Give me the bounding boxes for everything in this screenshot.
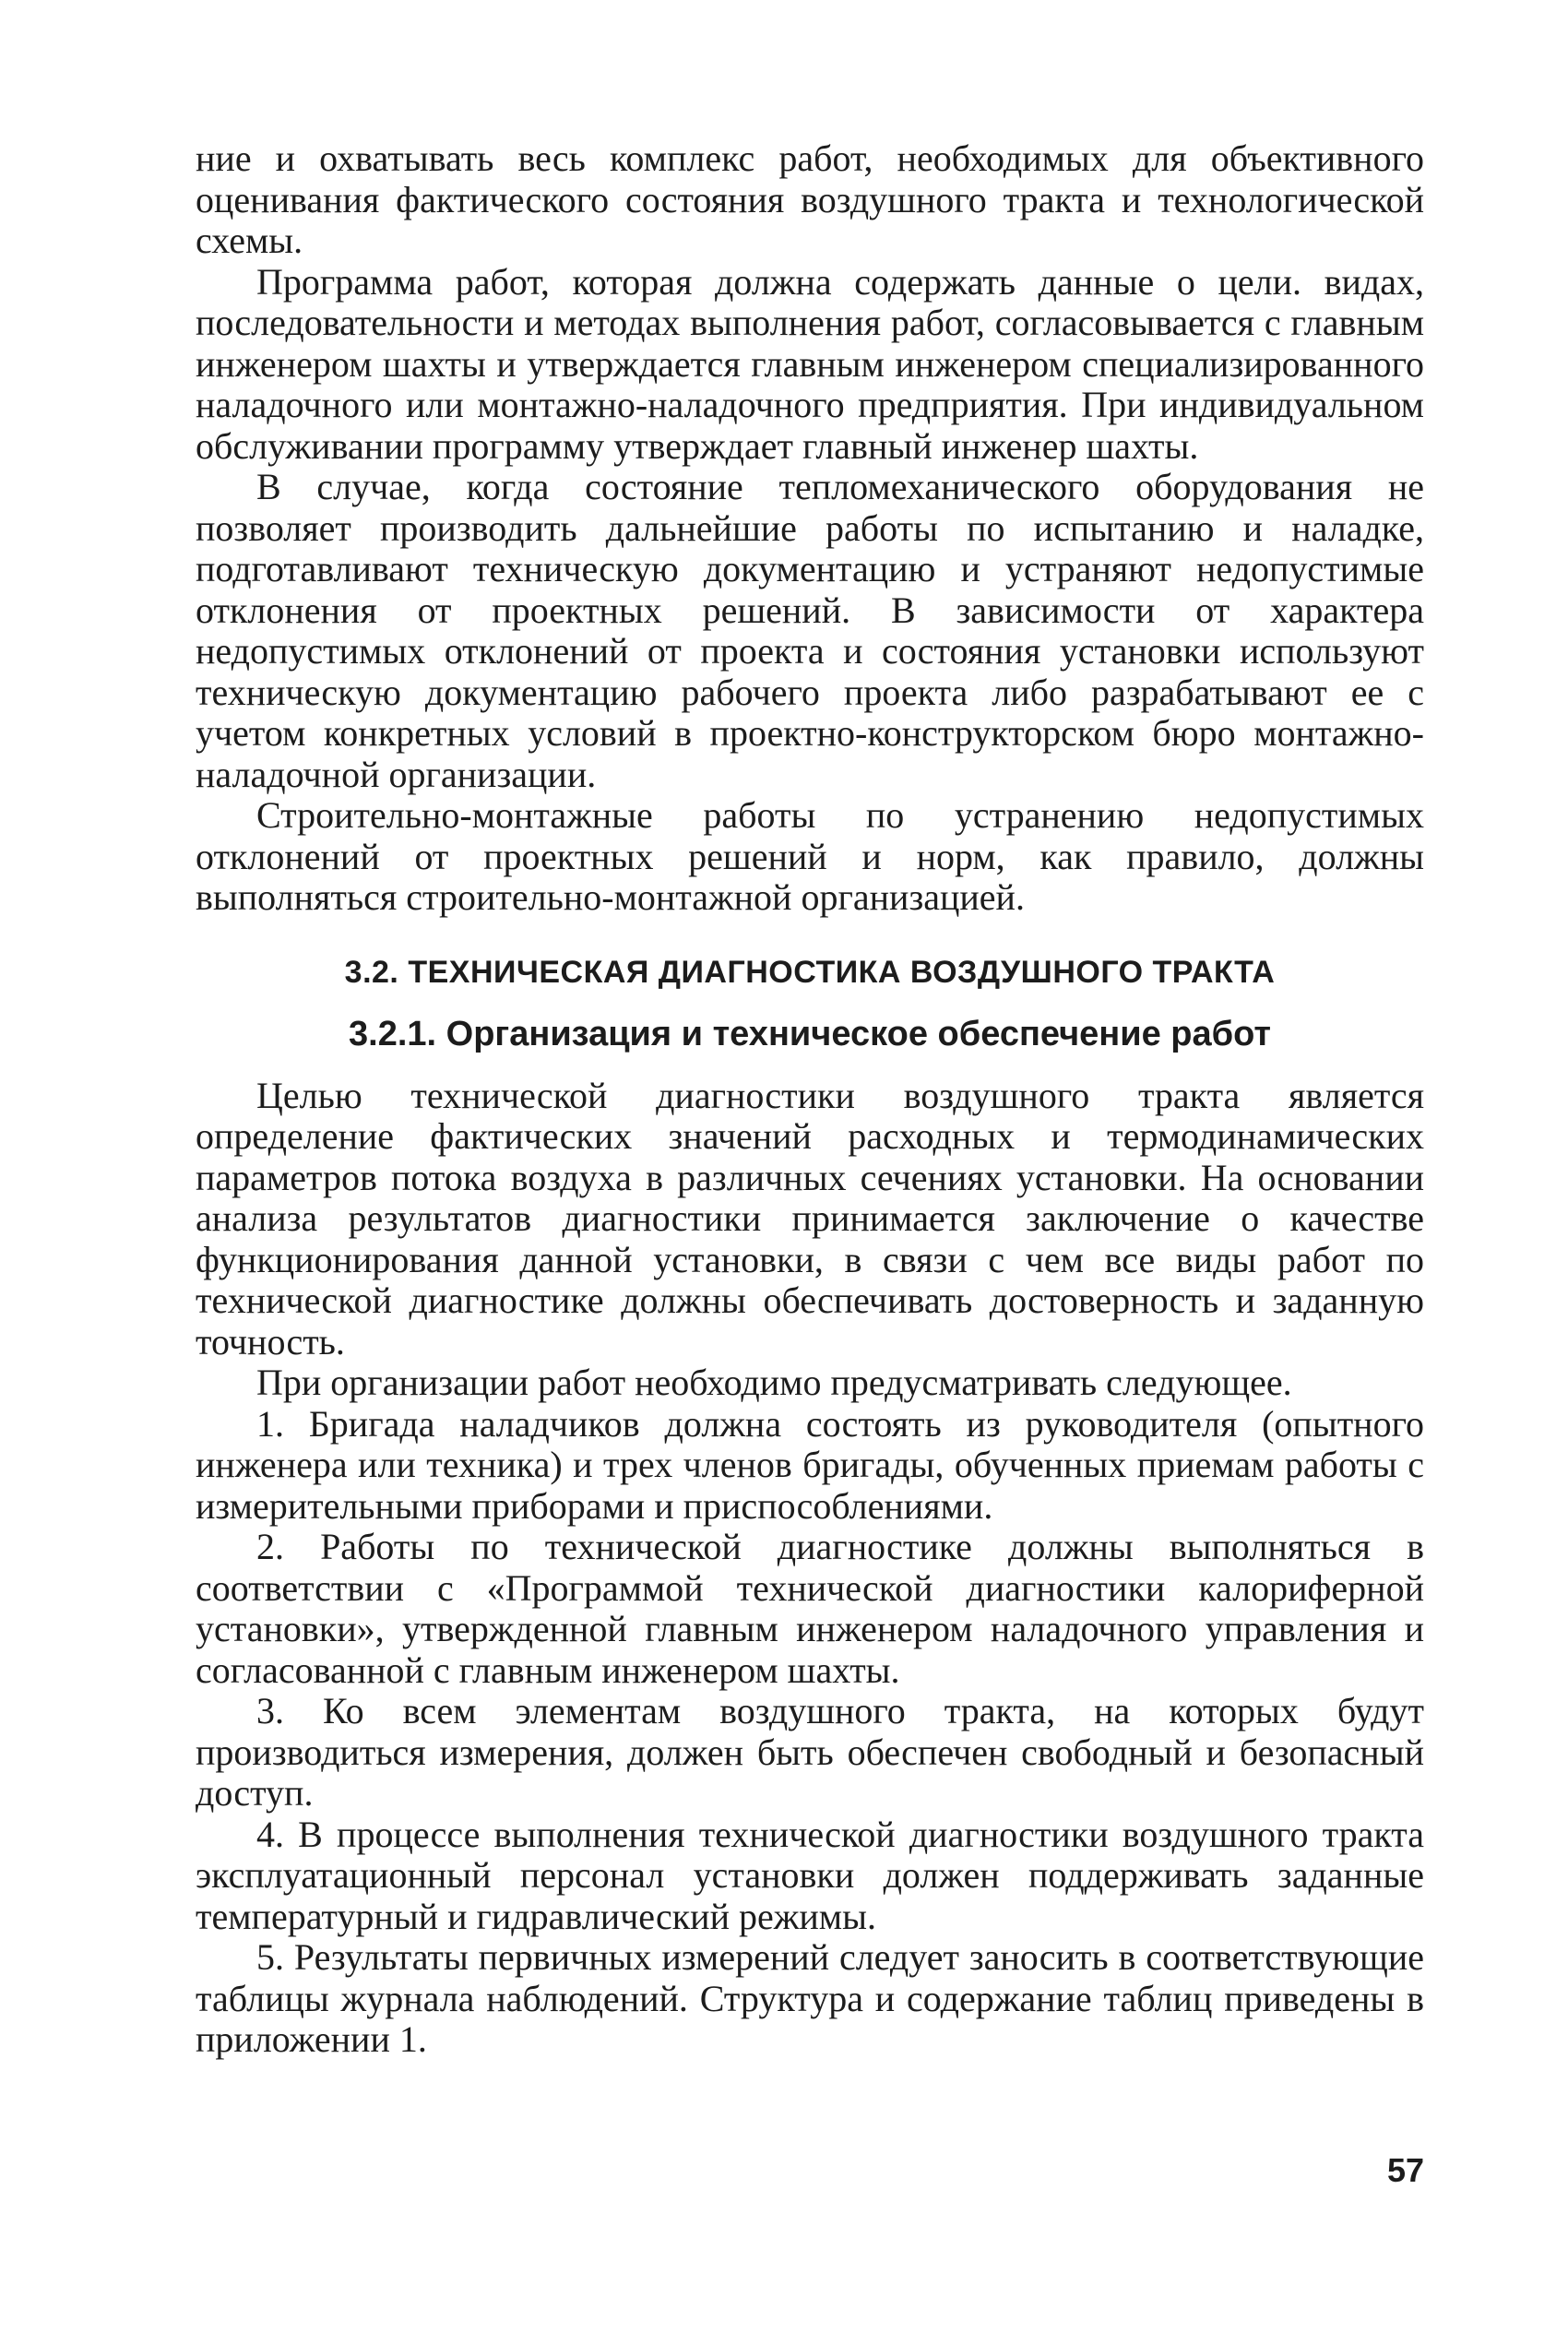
page-number: 57 (1386, 2151, 1424, 2189)
list-item-2: 2. Работы по технической диагностике должны выполняться в соответствии с «Программой технической диагностики калориферной установки», утвержденной главным инженером наладочного управления и согласованной с главным инженером шахты. (196, 1526, 1424, 1691)
paragraph-work-program: Программа работ, которая должна содержать данные о цели. видах, последовательности и методах выполнения работ, согласовывается с главным инженером шахты и утверждается главным инженером специализированного наладочного или монтажно-наладочного предприятия. При индивидуальном обслуживании программу утверждает главный инженер шахты. (196, 260, 1424, 467)
list-item-1: 1. Бригада наладчиков должна состоять из руководителя (опытного инженера или техника) и трех членов бригады, обученных приемам работы с измерительными приборами и приспособлениями. (196, 1402, 1424, 1527)
section-heading: 3.2. ТЕХНИЧЕСКАЯ ДИАГНОСТИКА ВОЗДУШНОГО ТРАКТА (344, 954, 1276, 990)
subsection-heading: 3.2.1. Организация и техническое обеспечение работ (349, 1014, 1271, 1053)
paragraph-continuation: ние и охватывать весь комплекс работ, необходимых для объективного оценивания фактического состояния воздушного тракта и технологической схемы. (196, 137, 1424, 261)
page-body (196, 138, 1424, 2061)
paragraph-construction-works: Строительно-монтажные работы по устранению недопустимых отклонений от проектных решений и норм, как правило, должны выполняться строительно-монтажной организацией. (196, 794, 1424, 918)
list-item-4: 4. В процессе выполнения технической диагностики воздушного тракта эксплуатационный персонал установки должен поддерживать заданные температурный и гидравлический режимы. (196, 1813, 1424, 1937)
paragraph-diagnostics-goal: Целью технической диагностики воздушного тракта является определение фактических значений расходных и термодинамических параметров потока воздуха в различных сечениях установки. На основании анализа результатов диагностики принимается заключение о качестве функционирования данной установки, в связи с чем все виды работ по технической диагностике должны обеспечивать достоверность и заданную точность. (196, 1074, 1424, 1362)
paragraph-organization-intro: При организации работ необходимо предусматривать следующее. (256, 1362, 1292, 1403)
list-item-3: 3. Ко всем элементам воздушного тракта, на которых будут производиться измерения, должен быть обеспечен свободный и безопасный доступ. (196, 1690, 1424, 1814)
list-item-5: 5. Результаты первичных измерений следует заносить в соответствующие таблицы журнала наблюдений. Структура и содержание таблиц приведены в приложении 1. (196, 1936, 1424, 2060)
paragraph-equipment-state: В случае, когда состояние тепломеханического оборудования не позволяет производить дальнейшие работы по испытанию и наладке, подготавливают техническую документацию и устраняют недопустимые отклонения от проектных решений. В зависимости от характера недопустимых отклонений от проекта и состояния установки используют техническую документацию рабочего проекта либо разрабатывают ее с учетом конкретных условий в проектно-конструкторском бюро монтажно-наладочной организации. (196, 466, 1424, 795)
